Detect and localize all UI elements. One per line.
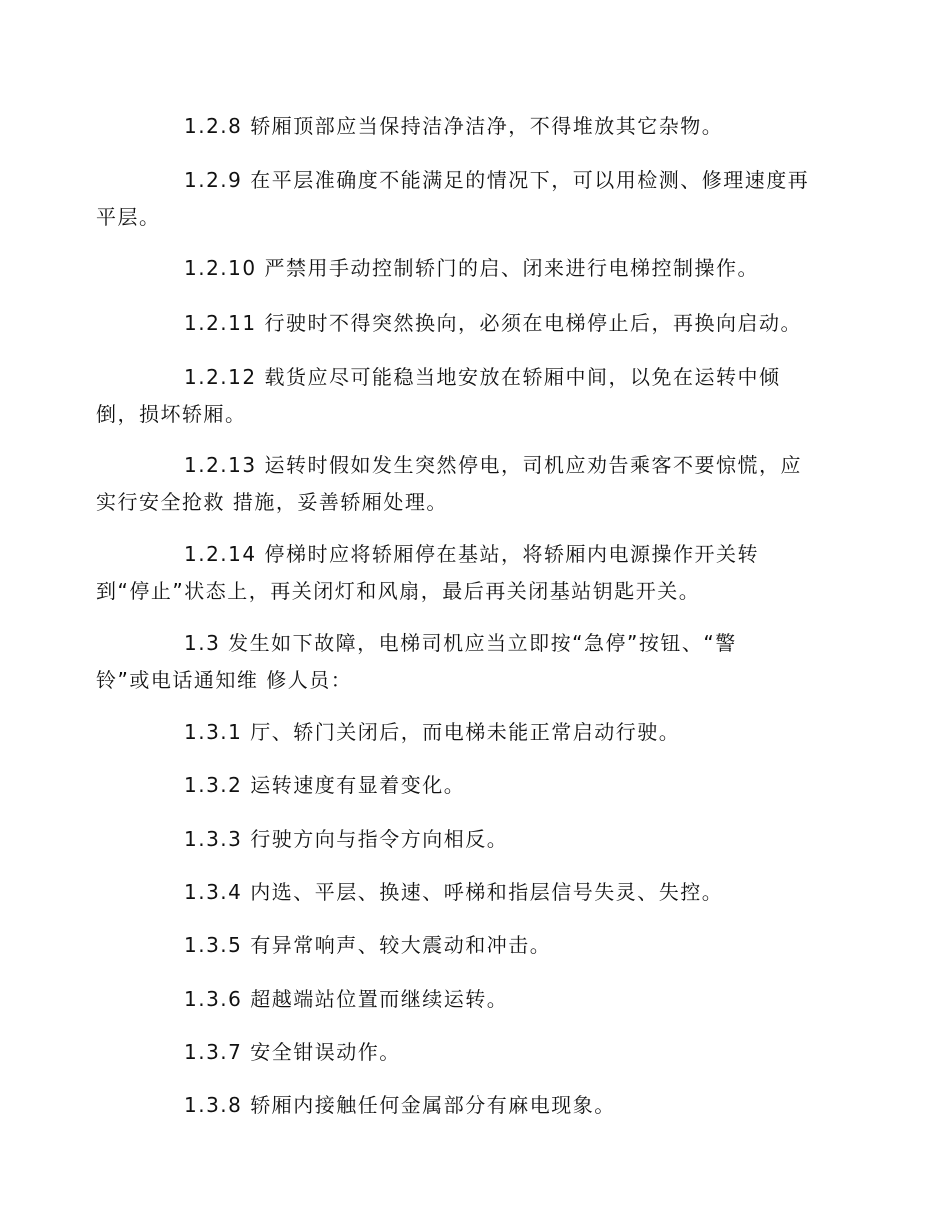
paragraph-line: 到“停止”状态上，再关闭灯和风扇，最后再关闭基站钥匙开关。: [96, 579, 701, 603]
paragraph-line: 1.2.11 行驶时不得突然换向，必须在电梯停止后，再换向启动。: [184, 311, 802, 335]
paragraph-line: 1.2.8 轿厢顶部应当保持洁净洁净，不得堆放其它杂物。: [184, 114, 724, 138]
paragraph-line: 铃”或电话通知维 修人员：: [96, 668, 353, 692]
paragraph-1-2-14: [96, 536, 820, 610]
paragraph-1-3-4: [140, 874, 820, 911]
paragraph-1-3-3: [140, 821, 820, 858]
paragraph-1-2-10: [140, 250, 820, 287]
paragraph-line: 倒，损坏轿厢。: [96, 402, 247, 426]
paragraph-line: 1.3.7 安全钳误动作。: [184, 1040, 401, 1064]
paragraph-line: 1.2.9 在平层准确度不能满足的情况下，可以用检测、修理速度再: [184, 168, 810, 192]
paragraph-line: 平层。: [96, 205, 161, 229]
paragraph-1-2-11: [140, 305, 820, 342]
paragraph-1-3-1: [140, 714, 820, 751]
paragraph-1-2-8: [140, 108, 820, 145]
paragraph-line: 1.2.12 载货应尽可能稳当地安放在轿厢中间，以免在运转中倾: [184, 365, 781, 389]
paragraph-line: 1.3.8 轿厢内接触任何金属部分有麻电现象。: [184, 1093, 616, 1117]
paragraph-line: 1.2.13 运转时假如发生突然停电，司机应劝告乘客不要惊慌，应: [184, 453, 802, 477]
paragraph-line: 1.3.5 有异常响声、较大震动和冲击。: [184, 933, 552, 957]
paragraph-1-2-13: [96, 447, 820, 521]
paragraph-1-2-12: [96, 359, 820, 433]
paragraph-1-2-9: [96, 162, 820, 236]
paragraph-line: 1.3.6 超越端站位置而继续运转。: [184, 987, 509, 1011]
paragraph-line: 1.3 发生如下故障，电梯司机应当立即按“急停”按钮、“警: [184, 631, 737, 655]
paragraph-line: 1.3.3 行驶方向与指令方向相反。: [184, 827, 509, 851]
paragraph-line: 1.2.14 停梯时应将轿厢停在基站，将轿厢内电源操作开关转: [184, 542, 759, 566]
paragraph-1-3-2: [140, 767, 820, 804]
paragraph-line: 1.3.1 厅、轿门关闭后，而电梯未能正常启动行驶。: [184, 720, 681, 744]
paragraph-line: 1.2.10 严禁用手动控制轿门的启、闭来进行电梯控制操作。: [184, 256, 759, 280]
paragraph-1-3-5: [140, 927, 820, 964]
paragraph-1-3-8: [140, 1087, 820, 1124]
paragraph-line: 1.3.2 运转速度有显着变化。: [184, 773, 466, 797]
paragraph-1-3-7: [140, 1034, 820, 1071]
paragraph-1-3: [96, 625, 820, 699]
paragraph-1-3-6: [140, 981, 820, 1018]
paragraph-line: 实行安全抢救 措施，妥善轿厢处理。: [96, 490, 448, 514]
paragraph-line: 1.3.4 内选、平层、换速、呼梯和指层信号失灵、失控。: [184, 880, 724, 904]
